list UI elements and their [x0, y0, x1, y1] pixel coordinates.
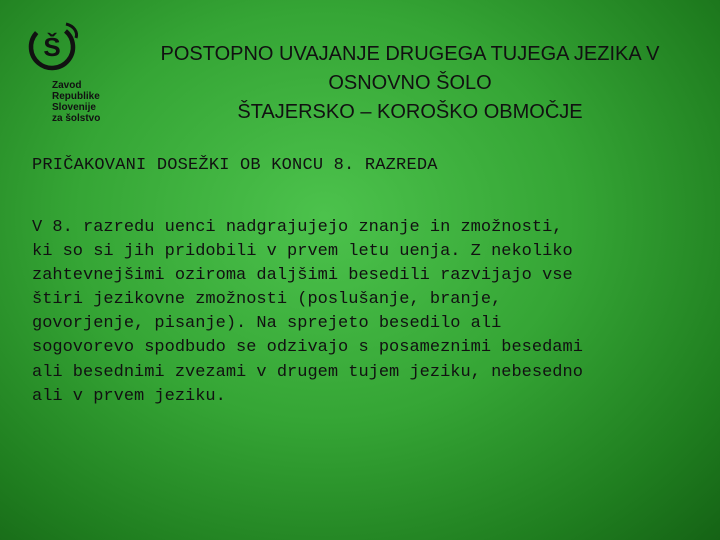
title-line: OSNOVNO ŠOLO	[328, 72, 492, 94]
body-line: sogovorevo spodbudo se odzivajo s posameznimi besedami	[32, 338, 583, 358]
zrss-emblem-icon	[26, 18, 86, 78]
body-line: V 8. razredu uenci nadgrajujejo znanje in zmožnosti,	[32, 218, 563, 237]
slide-title	[100, 40, 720, 127]
logo-line: Zavod	[52, 80, 82, 91]
body-line: ali v prvem jeziku.	[32, 386, 226, 406]
body-paragraph	[32, 216, 692, 409]
body-line: štiri jezikovne zmožnosti (poslušanje, branje,	[32, 290, 502, 310]
title-line: ŠTAJERSKO – KOROŠKO OBMOČJE	[237, 101, 583, 123]
title-line: POSTOPNO UVAJANJE DRUGEGA TUJEGA JEZIKA V	[160, 43, 660, 65]
body-line: zahtevnejšimi oziroma daljšimi besedili razvijajo vse	[32, 266, 573, 286]
logo-line: za šolstvo	[52, 113, 101, 124]
logo-line: Republike	[52, 91, 100, 102]
body-line: ki so si jih pridobili v prvem letu uenja. Z nekoliko	[32, 242, 573, 262]
body-line: govorjenje, pisanje). Na sprejeto besedilo ali	[32, 314, 502, 334]
section-heading: PRIČAKOVANI DOSEŽKI OB KONCU 8. RAZREDA	[32, 156, 438, 175]
body-line: ali besednimi zvezami v drugem tujem jeziku, nebesedno	[32, 362, 583, 382]
logo-symbol: Š	[43, 32, 61, 62]
logo-line: Slovenije	[52, 102, 96, 113]
